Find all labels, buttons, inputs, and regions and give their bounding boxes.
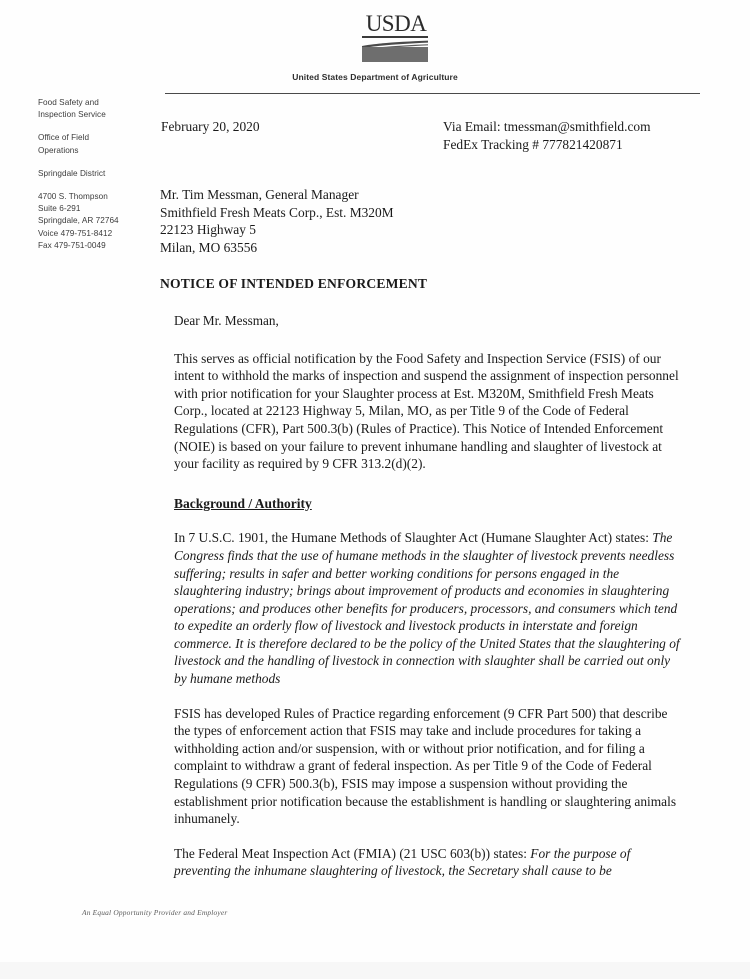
delivery-info	[443, 118, 651, 153]
via-email-line: Via Email: tmessman@smithfield.com	[443, 119, 651, 134]
recipient-name: Mr. Tim Messman, General Manager	[160, 187, 359, 202]
address-street: 4700 S. Thompson	[38, 192, 108, 202]
equal-opportunity-footer: An Equal Opportunity Provider and Employer	[82, 908, 228, 917]
paragraph-notification: This serves as official notification by the Food Safety and Inspection Service (FSIS) of our intent to withhold the marks of inspection and suspend the assignment of inspection personnel with prior notification for your Slaughter process at Est. M320M, Smithfield Fresh Meats Corp., located at 22123 Highway 5, Milan, MO, as per Title 9 of the Code of Federal Regulations (CFR), Part 500.3(b) (Rules of Practice). This Notice of Intended Enforcement (NOIE) is based on your failure to prevent inhumane handling and slaughter of livestock at your facility as required by 9 CFR 313.2(d)(2).	[174, 350, 679, 472]
notice-title: NOTICE OF INTENDED ENFORCEMENT	[160, 276, 428, 292]
sidebar-office	[38, 132, 150, 156]
header-divider	[165, 93, 700, 94]
department-line: United States Department of Agriculture	[292, 72, 458, 82]
usda-wordmark: USDA	[365, 11, 427, 36]
section-heading-background-authority: Background / Authority	[174, 495, 312, 511]
agency-line-2: Inspection Service	[38, 110, 106, 120]
paragraph-humane-slaughter-act	[174, 529, 682, 687]
recipient-street: 22123 Highway 5	[160, 222, 256, 238]
recipient-city-state-zip: Milan, MO 63556	[160, 239, 258, 255]
usda-logo	[362, 12, 430, 60]
masthead	[0, 0, 750, 88]
recipient-company: Smithfield Fresh Meats Corp., Est. M320M	[160, 204, 394, 220]
letter-body	[160, 118, 682, 880]
salutation: Dear Mr. Messman,	[174, 312, 279, 328]
sidebar-agency	[38, 97, 150, 121]
letterhead-sidebar	[38, 97, 150, 252]
address-voice: Voice 479-751-8412	[38, 228, 113, 238]
hsa-lead-text: In 7 U.S.C. 1901, the Humane Methods of Slaughter Act (Humane Slaughter Act) states:	[174, 530, 653, 546]
date-and-delivery-row	[160, 118, 682, 158]
fedex-tracking-line: FedEx Tracking # 777821420871	[443, 136, 623, 152]
usda-logo-underline	[362, 36, 428, 38]
address-fax: Fax 479-751-0049	[38, 240, 106, 250]
address-suite: Suite 6-291	[38, 204, 81, 214]
agency-line-1: Food Safety and	[38, 98, 99, 107]
page-bottom-edge	[0, 962, 750, 979]
fmia-lead-text: The Federal Meat Inspection Act (FMIA) (21 USC 603(b)) states:	[174, 845, 531, 861]
letter-date: February 20, 2020	[161, 119, 260, 134]
fmia-quoted-statute: For the purpose of preventing the inhumane slaughtering of livestock, the Secretary shall cause to be	[174, 845, 631, 879]
office-line-2: Operations	[38, 145, 79, 155]
address-city-state-zip: Springdale, AR 72764	[38, 216, 119, 226]
district-line: Springdale District	[38, 168, 106, 178]
usda-field-block	[362, 47, 428, 62]
office-line-1: Office of Field	[38, 133, 90, 143]
sidebar-district	[38, 168, 150, 180]
sidebar-address	[38, 191, 150, 252]
paragraph-rules-of-practice: FSIS has developed Rules of Practice regarding enforcement (9 CFR Part 500) that describe the types of enforcement action that FSIS may take and include procedures for taking a withholding action and/or suspension, with or without prior notification, and for filing a complaint to withdraw a grant of federal inspection. As per Title 9 of the Code of Federal Regulations (9 CFR) 500.3(b), FSIS may impose a suspension without providing the establishment prior notification because the establishment is handling or slaughtering animals inhumanely.	[174, 705, 677, 827]
hsa-quoted-statute: The Congress finds that the use of humane methods in the slaughter of livestock prevents needless suffering; results in safer and better working conditions for persons engaged in the slaughtering industry; brings about improvement of products and economies in slaughtering operations; and produces other benefits for producers, processors, and consumers which tend to expedite an orderly flow of livestock and livestock products in interstate and foreign commerce. It is therefore declared to be the policy of the United States that the slaughtering of livestock and the handling of livestock in connection with slaughter shall be carried out only by humane methods	[174, 530, 680, 687]
recipient-address-block	[160, 186, 682, 256]
usda-furrow-graphic	[362, 40, 428, 62]
paragraph-fmia	[174, 845, 682, 880]
